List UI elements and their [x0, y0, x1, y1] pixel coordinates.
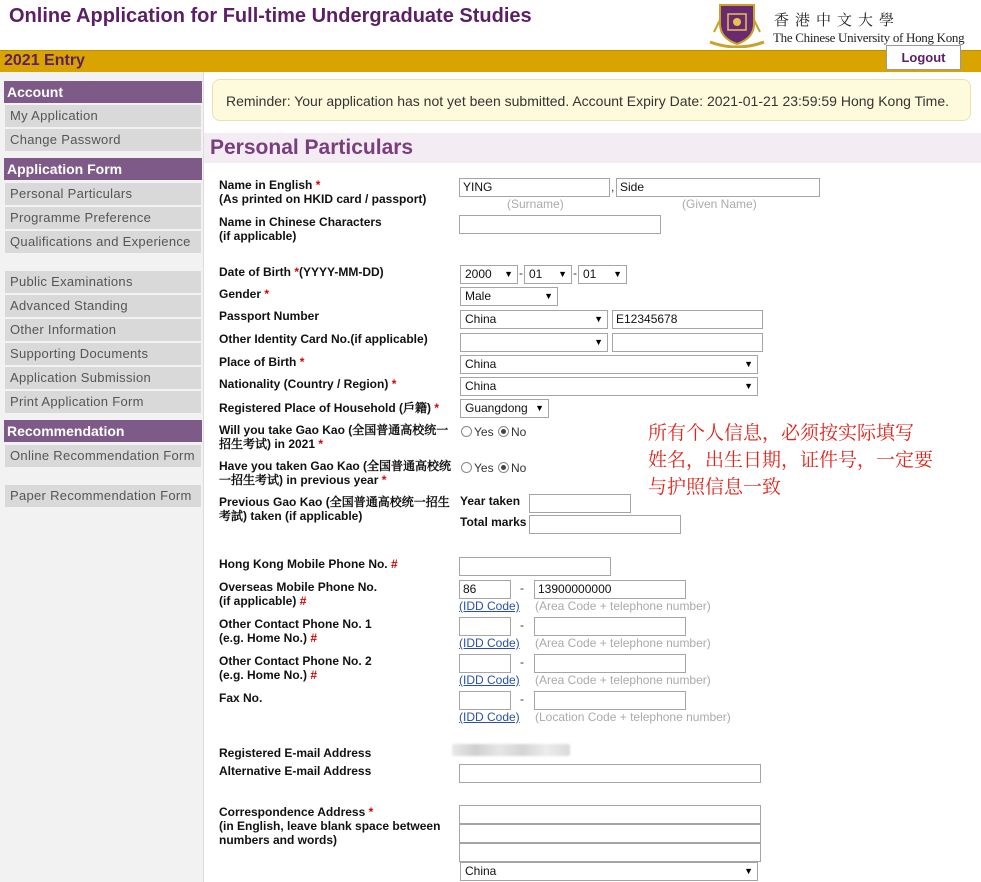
other-id-number-input[interactable] [612, 333, 763, 352]
alternative-email-input[interactable] [459, 764, 761, 783]
university-name-chinese: 香港中文大學 [774, 11, 901, 29]
overseas-mobile-idd-link[interactable]: (IDD Code) [459, 599, 520, 613]
sidebar-heading-account: Account [4, 81, 202, 103]
sidebar-item-programme-preference[interactable]: Programme Preference [5, 207, 201, 229]
alternative-email-label: Alternative E-mail Address [219, 764, 372, 778]
sidebar-item-public-examinations[interactable]: Public Examinations [5, 271, 201, 293]
given-name-input[interactable]: Side [616, 178, 820, 197]
sidebar-item-other-information[interactable]: Other Information [5, 319, 201, 341]
other-phone-1-idd-link[interactable]: (IDD Code) [459, 636, 520, 650]
total-marks-label: Total marks [460, 515, 527, 529]
other-id-country-select[interactable]: ▼ [460, 333, 608, 352]
sidebar-item-paper-recommendation[interactable]: Paper Recommendation Form [5, 485, 201, 507]
sidebar-item-personal-particulars[interactable]: Personal Particulars [5, 183, 201, 205]
red-annotation-note: 所有个人信息，必须按实际填写 姓名，出生日期，证件号，一定要 与护照信息一致 [648, 422, 934, 498]
dob-separator-1: - [519, 266, 523, 280]
fax-label: Fax No. [219, 691, 263, 705]
sidebar-item-online-recommendation[interactable]: Online Recommendation Form [5, 445, 201, 467]
overseas-mobile-hint: (Area Code + telephone number) [535, 599, 711, 613]
name-english-label: Name in English * (As printed on HKID card / passport) [219, 178, 427, 206]
passport-number-input[interactable]: E12345678 [612, 310, 763, 329]
sidebar-item-my-application[interactable]: My Application [5, 105, 201, 127]
fax-separator: - [520, 692, 524, 706]
sidebar [0, 72, 204, 882]
household-label: Registered Place of Household (戶籍) * [219, 401, 440, 415]
overseas-mobile-idd-input[interactable]: 86 [459, 580, 511, 599]
other-phone-1-idd-input[interactable] [459, 617, 511, 636]
surname-input[interactable]: YING [459, 178, 610, 197]
address-line-3-input[interactable] [459, 843, 761, 862]
given-name-hint: (Given Name) [682, 197, 757, 211]
gender-label: Gender * [219, 287, 270, 301]
address-line-1-input[interactable] [459, 805, 761, 824]
nationality-label: Nationality (Country / Region) * [219, 377, 397, 391]
address-country-select[interactable]: China ▼ [460, 862, 758, 881]
other-phone-2-idd-input[interactable] [459, 654, 511, 673]
section-title: Personal Particulars [204, 133, 981, 163]
gaokao-2021-label: Will you take Gao Kao (全国普通高校统一 招生考试) in 2021 * [219, 423, 449, 451]
dob-day-select[interactable]: 01 ▼ [578, 265, 627, 284]
entry-year-label: 2021 Entry [4, 52, 85, 69]
passport-country-select[interactable]: China ▼ [460, 310, 608, 329]
logout-button[interactable]: Logout [886, 45, 961, 70]
gaokao-previous-yes-radio[interactable]: Yes [461, 461, 494, 475]
hk-mobile-input[interactable] [459, 557, 611, 576]
surname-hint: (Surname) [507, 197, 564, 211]
university-name-english: The Chinese University of Hong Kong [773, 30, 965, 45]
name-separator: , [611, 180, 615, 194]
other-phone-2-hint: (Area Code + telephone number) [535, 673, 711, 687]
other-phone-1-hint: (Area Code + telephone number) [535, 636, 711, 650]
total-marks-input[interactable] [529, 515, 681, 534]
dob-label: Date of Birth *(YYYY-MM-DD) [219, 265, 384, 279]
page-header [0, 0, 981, 50]
year-taken-label: Year taken [460, 494, 521, 508]
year-taken-input[interactable] [529, 494, 631, 513]
household-select[interactable]: Guangdong ▼ [460, 399, 549, 418]
entry-bar [0, 50, 981, 72]
other-phone-2-idd-link[interactable]: (IDD Code) [459, 673, 520, 687]
overseas-mobile-separator: - [520, 581, 524, 595]
gaokao-previous-label: Have you taken Gao Kao (全国普通高校统 一招生考试) in previous year * [219, 459, 452, 487]
overseas-mobile-label: Overseas Mobile Phone No. (if applicable) # [219, 580, 378, 608]
other-phone-1-number-input[interactable] [534, 617, 686, 636]
registered-email-label: Registered E-mail Address [219, 746, 372, 760]
gaokao-previous-no-radio[interactable]: No [498, 461, 526, 475]
name-chinese-input[interactable] [459, 215, 661, 234]
sidebar-item-print-application-form[interactable]: Print Application Form [5, 391, 201, 413]
fax-idd-link[interactable]: (IDD Code) [459, 710, 520, 724]
place-of-birth-label: Place of Birth * [219, 355, 305, 369]
other-id-label: Other Identity Card No.(if applicable) [219, 332, 428, 346]
gender-select[interactable]: Male ▼ [460, 287, 558, 306]
place-of-birth-select[interactable]: China ▼ [460, 355, 758, 374]
name-chinese-label: Name in Chinese Characters (if applicable) [219, 215, 382, 243]
other-phone-1-label: Other Contact Phone No. 1 (e.g. Home No.) # [219, 617, 372, 645]
reminder-banner: Reminder: Your application has not yet been submitted. Account Expiry Date: 2021-01-21 23:59:59 Hong Kong Time. [212, 79, 971, 121]
dob-year-select[interactable]: 2000 ▼ [460, 265, 518, 284]
sidebar-item-qualifications[interactable]: Qualifications and Experience [5, 231, 201, 253]
other-phone-2-separator: - [520, 655, 524, 669]
dob-month-select[interactable]: 01 ▼ [524, 265, 572, 284]
app-title: Online Application for Full-time Undergraduate Studies [9, 5, 532, 27]
sidebar-item-advanced-standing[interactable]: Advanced Standing [5, 295, 201, 317]
passport-label: Passport Number [219, 309, 320, 323]
sidebar-heading-recommendation: Recommendation [4, 420, 202, 442]
university-crest-icon [706, 2, 768, 48]
other-phone-2-label: Other Contact Phone No. 2 (e.g. Home No.) # [219, 654, 372, 682]
hk-mobile-label: Hong Kong Mobile Phone No. # [219, 557, 398, 571]
fax-hint: (Location Code + telephone number) [535, 710, 731, 724]
overseas-mobile-number-input[interactable]: 13900000000 [534, 580, 686, 599]
sidebar-heading-application-form: Application Form [4, 158, 202, 180]
sidebar-item-change-password[interactable]: Change Password [5, 129, 201, 151]
correspondence-address-label: Correspondence Address * (in English, leave blank space between numbers and words) [219, 805, 441, 847]
gaokao-2021-yes-radio[interactable]: Yes [461, 425, 494, 439]
other-phone-1-separator: - [520, 618, 524, 632]
gaokao-2021-no-radio[interactable]: No [498, 425, 526, 439]
previous-gaokao-label: Previous Gao Kao (全国普通高校统一招生 考試) taken (if applicable) [219, 495, 450, 523]
registered-email-value-blurred [452, 744, 570, 756]
sidebar-item-application-submission[interactable]: Application Submission [5, 367, 201, 389]
fax-idd-input[interactable] [459, 691, 511, 710]
nationality-select[interactable]: China ▼ [460, 377, 758, 396]
address-line-2-input[interactable] [459, 824, 761, 843]
sidebar-item-supporting-documents[interactable]: Supporting Documents [5, 343, 201, 365]
fax-number-input[interactable] [534, 691, 686, 710]
other-phone-2-number-input[interactable] [534, 654, 686, 673]
dob-separator-2: - [573, 266, 577, 280]
